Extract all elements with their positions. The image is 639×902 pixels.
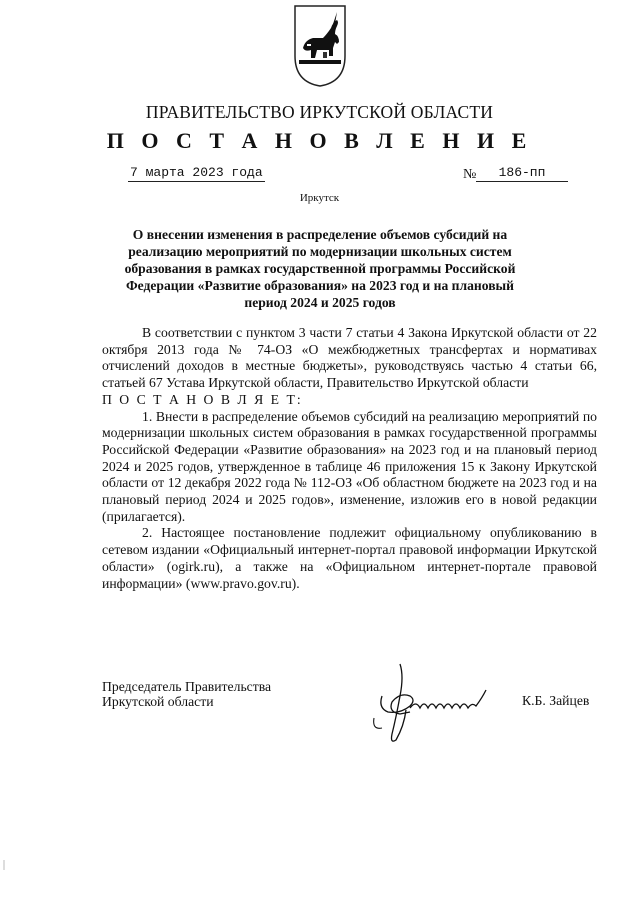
handwritten-signature (370, 656, 510, 748)
document-body (102, 325, 597, 592)
coat-of-arms-icon (293, 4, 347, 88)
preamble-paragraph: В соответствии с пунктом 3 части 7 статьи 4 Закона Иркутской области от 22 октября 2013 года № 74-ОЗ «О межбюджетных трансфертах и нормативах отчислений доходов в местные бюджеты», руководствуясь частью 4 статьи 66, статьей 67 Устава Иркутской области, Правительство Иркутской области (102, 325, 597, 391)
item-1-paragraph: 1. Внести в распределение объемов субсидий на реализацию мероприятий по модернизации школьных систем образования в рамках государственной программы Российской Федерации «Развитие образования» на 2023 год и на плановый период 2024 и 2025 годов, утвержденное в таблице 46 приложения 15 к Закону Иркутской области от 12 декабря 2022 года № 112-ОЗ «Об областном бюджете на 2023 год и на плановый период 2024 и 2025 годов», изменение, изложив его в новой редакции (прилагается). (102, 408, 597, 524)
number-sign: № (463, 167, 477, 182)
city: Иркутск (299, 192, 340, 204)
signer-position-line2: Иркутской области (102, 693, 214, 709)
authority-name: ПРАВИТЕЛЬСТВО ИРКУТСКОЙ ОБЛАСТИ (145, 102, 494, 122)
document-title: О внесении изменения в распределение объемов субсидий на реализацию мероприятий по модернизации школьных систем образования в рамках государственной программы Российской Федерации «Развитие образования» на 2023 год и на плановый период 2024 и 2025 годов (124, 227, 516, 310)
signer-position (102, 680, 271, 709)
scan-margin-mark (3, 860, 5, 870)
signer-name: К.Б. Зайцев (522, 693, 590, 708)
document-type: П О С Т А Н О В Л Е Н И Е (106, 128, 533, 153)
item-2-paragraph: 2. Настоящее постановление подлежит официальному опубликованию в сетевом издании «Официальный интернет-портал правовой информации Иркутской области» (ogirk.ru), а также на «Официальном интернет-портале правовой информации» (www.pravo.gov.ru). (102, 525, 597, 591)
decree-word: П О С Т А Н О В Л Я Е Т: (102, 391, 303, 407)
document-number: 186-пп (476, 165, 568, 182)
document-date: 7 марта 2023 года (130, 165, 263, 180)
signer-position-line1: Председатель Правительства (102, 679, 272, 694)
